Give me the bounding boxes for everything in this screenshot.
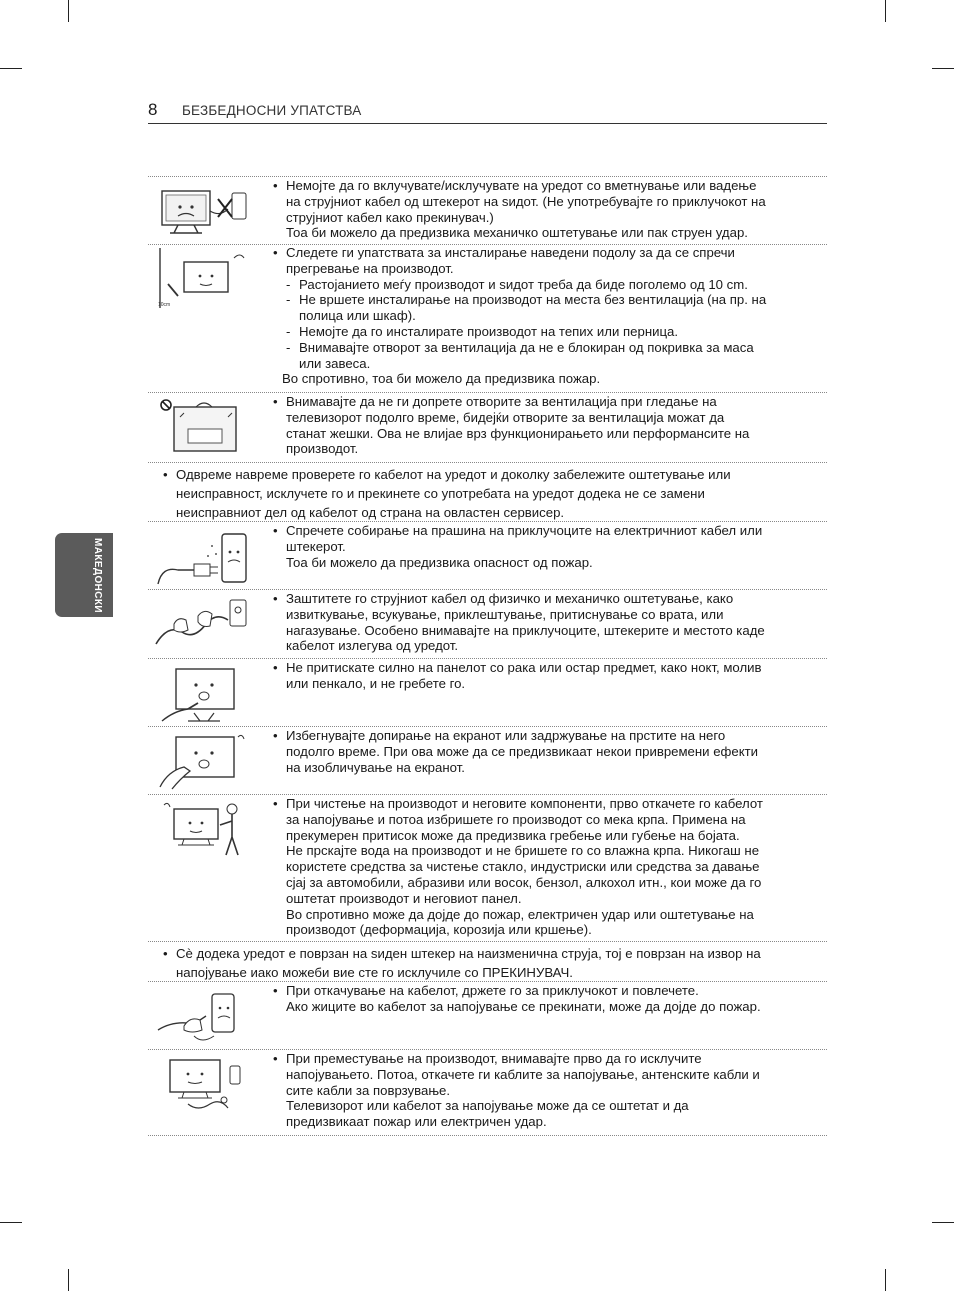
bullet-item: • При чистење на производот и неговите компоненти, прво откачете го кабелот <box>272 796 812 812</box>
safety-text <box>272 245 812 387</box>
bullet-item: • Заштитете го струјниот кабел од физичко и механичко оштетување, како <box>272 591 812 607</box>
text-line: или завеса. <box>299 355 371 371</box>
safety-row <box>148 176 827 245</box>
hand-unplugging-icon <box>154 986 254 1048</box>
safety-row <box>148 590 827 659</box>
tv-back-vents-icon <box>154 397 254 459</box>
dash-item: - Не вршете инсталирање на производот на места без вентилација (на пр. на <box>272 292 812 308</box>
text-line: предизвикаат пожар или електричен удар. <box>286 1114 547 1130</box>
text-line: оштетат производот и неговиот панел. <box>286 890 522 906</box>
safety-text <box>272 394 812 457</box>
crop-mark <box>0 1222 22 1223</box>
text-line: или пенкало, и не гребете го. <box>286 675 466 691</box>
text-line: кабелот излегува од уредот. <box>286 638 459 654</box>
tv-wall-distance-icon <box>154 248 254 310</box>
dash-item: - Немојте да го инсталирате производот на тепих или перница. <box>272 324 812 340</box>
dash-item: - Растојанието меѓу производот и ѕидот треба да биде поголемо од 10 cm. <box>272 277 812 293</box>
text-line: на изобличување на екранот. <box>286 759 465 775</box>
safety-row-full <box>148 942 827 982</box>
text-line: сите кабли за поврзување. <box>286 1082 451 1098</box>
safety-row <box>148 1050 827 1136</box>
bullet-item: • Спречете собирање на прашина на приклучоците на електричниот кабел или <box>272 523 812 539</box>
bullet-item: • При преместување на производот, внимавајте прво да го исклучите <box>272 1051 812 1067</box>
safety-row <box>148 795 827 942</box>
safety-row <box>148 659 827 727</box>
language-side-tab-label: МАКЕДОНСКИ <box>92 537 103 613</box>
bullet-item: • Следете ги упатствата за инсталирање наведени подолу за да се спречи <box>272 245 812 261</box>
safety-text <box>272 178 812 241</box>
text-line: напојување иако можеби вие сте го исклучиле со ПРЕКИНУВАЧ. <box>176 965 573 980</box>
text-line: Во спротивно може да дојде до пожар, електричен удар или оштетување на <box>286 906 754 922</box>
safety-row <box>148 982 827 1050</box>
tv-sad-plug-icon <box>154 181 254 243</box>
safety-text <box>272 1051 812 1130</box>
text-line: напојувањето. Потоа, откачете ги каблите за напојување, антенските кабли и <box>286 1066 760 1082</box>
text-line: Не прскајте вода на производот и не бришете го со влажна крпа. Никогаш не <box>286 843 760 859</box>
bullet-item: • Не притискате силно на панелот со рака или остар предмет, како нокт, молив <box>272 660 812 676</box>
text-line: неисправниот дел од кабелот од страна на овластен сервисер. <box>176 505 565 520</box>
text-line: Тоа би можело да предизвика механичко оштетување или пак струен удар. <box>286 225 748 241</box>
bullet-item: • Сè додека уредот е поврзан на ѕиден штекер на наизменична струја, тој е поврзан на извор на <box>162 944 822 963</box>
text-line: неисправност, исклучете го и прекинете со употребата на уредот додека не се замени <box>176 486 705 501</box>
crop-mark <box>0 68 22 69</box>
text-line: производот. <box>286 441 359 457</box>
dash-item: - Внимавајте отворот за вентилација да не е блокиран од покривка за маса <box>272 340 812 356</box>
safety-text <box>272 591 812 654</box>
tv-finger-touch-icon <box>154 731 254 793</box>
bullet-item: • Одвреме навреме проверете го кабелот на уредот и доколку забележите оштетување или <box>162 465 822 484</box>
safety-text <box>162 465 822 522</box>
bullet-item: • При откачување на кабелот, држете го за приклучокот и повлечете. <box>272 983 812 999</box>
crop-mark <box>68 0 69 22</box>
crop-mark <box>885 0 886 22</box>
text-line: штекерот. <box>286 538 346 554</box>
crop-mark <box>885 1269 886 1291</box>
text-line: нагазување. Особено внимавајте на приклучоците, штекерите и местото каде <box>286 622 765 638</box>
dusty-plug-socket-icon <box>154 526 254 588</box>
text-line: подолго време. При ова може да се предизвикаат некои привремени ефекти <box>286 743 759 759</box>
text-line: Тоа би можело да предизвика опасност од пожар. <box>286 554 593 570</box>
safety-row <box>148 522 827 590</box>
safety-row <box>148 727 827 795</box>
text-line: полица или шкаф). <box>299 308 416 324</box>
tv-unplug-cables-icon <box>154 1054 254 1116</box>
safety-row <box>148 244 827 393</box>
text-line: извиткување, всукување, приклештување, притиснување со врата, или <box>286 606 724 622</box>
text-line: сјај за автомобили, абразиви или восок, бензол, алкохол итн., кои може да го <box>286 874 762 890</box>
bullet-item: • Немојте да го вклучувате/исклучувате на уредот со вметнување или вадење <box>272 178 812 194</box>
safety-text <box>272 983 812 1015</box>
crop-mark <box>68 1269 69 1291</box>
text-line: Ако жиците во кабелот за напојување се прекинати, може да дојде до пожар. <box>286 998 761 1014</box>
bullet-item: • Избегнувајте допирање на екранот или задржување на прстите на него <box>272 728 812 744</box>
safety-text <box>272 796 812 938</box>
safety-text <box>272 523 812 570</box>
safety-row-full <box>148 463 827 522</box>
text-line: телевизорот подолго време, бидејќи отворите за вентилација можат да <box>286 409 725 425</box>
safety-text <box>272 660 812 692</box>
text-line: станат жешки. Ова не влијае врз функционирањето или перформансите на <box>286 425 750 441</box>
text-line: струјниот кабел како прекинувач.) <box>286 209 494 225</box>
text-line: Во спротивно, тоа би можело да предизвика пожар. <box>282 371 601 387</box>
text-line: за напојување и потоа избришете го производот со мека крпа. Примена на <box>286 811 746 827</box>
crop-mark <box>932 68 954 69</box>
language-side-tab <box>55 533 113 617</box>
tv-scratched-icon <box>154 663 254 725</box>
section-title: БЕЗБЕДНОСНИ УПАТСТВА <box>182 103 362 118</box>
safety-row <box>148 393 827 463</box>
text-line: производот (деформација, корозија или кршење). <box>286 922 592 938</box>
hands-twisting-cable-icon <box>154 594 254 656</box>
text-line: на струјниот кабел од штекерот на ѕидот. (Не употребувајте го приклучокот на <box>286 193 766 209</box>
bullet-item: • Внимавајте да не ги допрете отворите за вентилација при гледање на <box>272 394 812 410</box>
safety-text <box>272 728 812 775</box>
safety-text <box>162 944 822 982</box>
text-line: Телевизорот или кабелот за напојување може да се оштетат и да <box>286 1098 689 1114</box>
crop-mark <box>932 1222 954 1223</box>
distance-label: 10cm <box>158 302 171 308</box>
page-header <box>148 99 827 124</box>
person-cleaning-tv-icon <box>154 799 254 861</box>
page-number: 8 <box>148 100 158 119</box>
text-line: користете средства за чистење стакло, индустриски или средства за давање <box>286 859 760 875</box>
text-line: прегревање на производот. <box>286 260 454 276</box>
text-line: прекумерен притисок може да предизвика гребење или губење на бојата. <box>286 827 740 843</box>
